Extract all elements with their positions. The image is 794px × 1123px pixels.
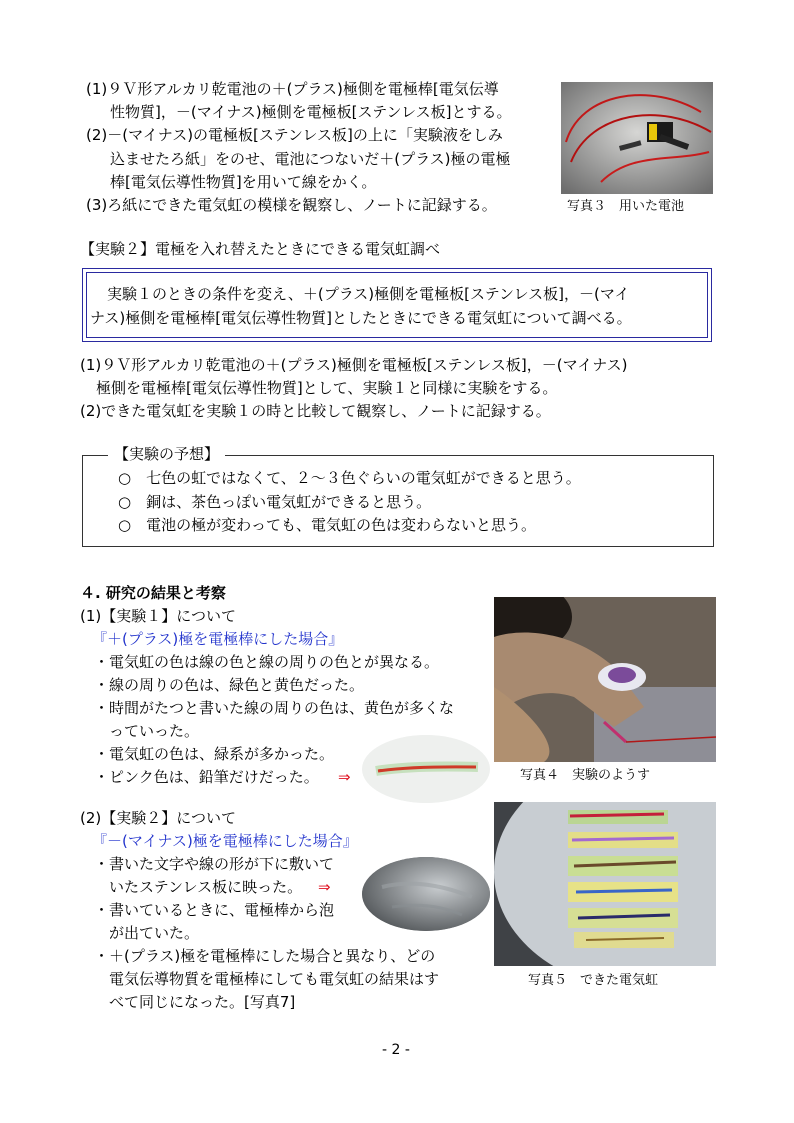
result2-item-7: べて同じになった。[写真7] <box>94 993 296 1011</box>
method1-line-2: 性物質]，－(マイナス)極側を電極板[ステンレス板]とする。 <box>110 103 512 121</box>
prediction-title: 【実験の予想】 <box>108 443 225 465</box>
experiment2-heading: 【実験２】電極を入れ替えたときにできる電気虹調べ <box>80 240 441 258</box>
result1-item-2: ・線の周りの色は、緑色と黄色だった。 <box>94 676 365 694</box>
prediction-item-3: ○ 電池の極が変わっても、電気虹の色は変わらないと思う。 <box>118 516 536 534</box>
result2-item-1: ・書いた文字や線の形が下に敷いて <box>94 855 335 873</box>
experiment2-box-line-1: 実験１のときの条件を変え、＋(プラス)極側を電極板[ステンレス板]，－(マイ <box>107 285 630 303</box>
result2-item-4: が出ていた。 <box>94 924 200 942</box>
photo5-caption: 写真５ できた電気虹 <box>528 973 659 988</box>
photo-filter-paper-line <box>362 735 490 803</box>
result2-item-5: ・＋(プラス)極を電極棒にした場合と異なり、どの <box>94 947 436 965</box>
method1-line-3: (2)－(マイナス)の電極板[ステンレス板]の上に「実験液をしみ <box>86 126 503 144</box>
result2-item-3: ・書いているときに、電極棒から泡 <box>94 901 335 919</box>
method1-line-1: (1)９Ｖ形アルカリ乾電池の＋(プラス)極側を電極棒[電気伝導 <box>86 80 499 98</box>
result2-item-6: 電気伝導物質を電極棒にしても電気虹の結果はす <box>94 970 440 988</box>
photo-battery <box>561 82 713 194</box>
method1-line-6: (3)ろ紙にできた電気虹の模様を観察し、ノートに記録する。 <box>86 196 497 214</box>
method2-line-3: (2)できた電気虹を実験１の時と比較して観察し、ノートに記録する。 <box>80 402 551 420</box>
photo-experiment-scene <box>494 597 716 762</box>
method2-line-1: (1)９Ｖ形アルカリ乾電池の＋(プラス)極側を電極板[ステンレス板]，－(マイナス) <box>80 356 628 374</box>
result1-item-6: ・ピンク色は、鉛筆だけだった。 <box>94 768 319 786</box>
prediction-item-2: ○ 銅は、茶色っぽい電気虹ができると思う。 <box>118 493 432 511</box>
result1-item-4: っていった。 <box>94 722 200 740</box>
experiment2-description-box <box>82 268 712 342</box>
result1-subheading: 『＋(プラス)極を電極棒にした場合』 <box>92 630 344 648</box>
result1-item-3: ・時間がたつと書いた線の周りの色は、黄色が多くな <box>94 699 455 717</box>
photo4-caption: 写真４ 実験のようす <box>520 768 651 783</box>
arrow-icon: ⇒ <box>338 768 351 786</box>
method1-line-5: 棒[電気伝導性物質]を用いて線をかく。 <box>110 173 377 191</box>
result1-item-1: ・電気虹の色は線の色と線の周りの色とが異なる。 <box>94 653 440 671</box>
experiment2-box-line-2: ナス)極側を電極棒[電気伝導性物質]としたときにできる電気虹について調べる。 <box>90 309 632 327</box>
photo3-caption: 写真３ 用いた電池 <box>567 199 685 214</box>
method2-line-2: 極側を電極棒[電気伝導性物質]として、実験１と同様に実験をする。 <box>96 379 558 397</box>
page-number: - 2 - <box>382 1042 410 1058</box>
photo-resulting-rainbow <box>494 802 716 966</box>
photo-stainless-plate <box>362 857 490 931</box>
result2-subheading: 『－(マイナス)極を電極棒にした場合』 <box>92 832 358 850</box>
prediction-item-1: ○ 七色の虹ではなくて、２～３色ぐらいの電気虹ができると思う。 <box>118 469 581 487</box>
arrow-icon-2: ⇒ <box>318 878 331 896</box>
section4-title: ４. 研究の結果と考察 <box>80 584 226 602</box>
method1-line-4: 込ませたろ紙」をのせ、電池につないだ＋(プラス)極の電極 <box>110 150 511 168</box>
result2-heading: (2)【実験２】について <box>80 809 236 827</box>
result1-item-5: ・電気虹の色は、緑系が多かった。 <box>94 745 335 763</box>
result2-item-2: いたステンレス板に映った。 <box>94 878 303 896</box>
result1-heading: (1)【実験１】について <box>80 607 236 625</box>
